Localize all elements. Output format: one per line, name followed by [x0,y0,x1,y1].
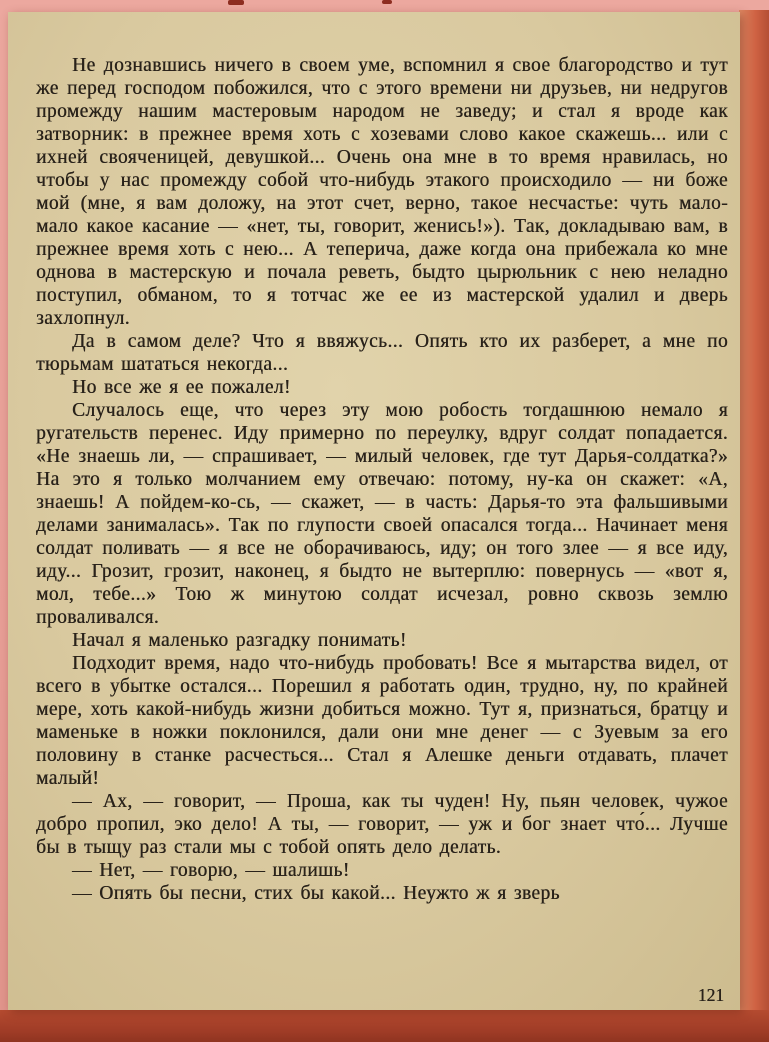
book-page [8,12,740,1010]
edge-mark [382,0,392,4]
page-number: 121 [697,985,724,1005]
paragraph: Начал я маленько разгадку понимать! [72,630,407,651]
paragraph: — Опять бы песни, стих бы какой... Неужто ж я зверь [72,883,560,904]
paragraph: Да в самом деле? Что я ввяжусь... Опять кто их разберет, а мне по тюрьмам шататься некогда... [36,331,728,375]
paragraph: Подходит время, надо что-нибудь пробовать! Все я мытарства видел, от всего в убытке остался... Порешил я работать один, трудно, ну, по крайней мере, хоть какой-нибудь жизни добиться можно. Тут я, признаться, братцу и маменьке в ножки поклонился, дали они мне денег — с Зуевым за его половину в станке расчесться... Стал я Алешке деньги отдавать, плачет малый! [36,653,728,789]
paragraph: Но все же я ее пожалел! [72,377,291,398]
edge-mark [228,0,244,5]
paragraph: Случалось еще, что через эту мою робость тогдашнюю немало я ругательств перенес. Иду примерно по переулку, вдруг солдат попадается. «Не знаешь ли, — спрашивает, — милый человек, где тут Дарья-солдатка?» На это я только молчанием ему отвечаю: потому, ну-ка он скажет: «А, знаешь! А пойдем-ко-сь, — скажет, — в часть: Дарья-то эта фальшивыми делами занималась». Так по глупости своей опасался тогда... Начинает меня солдат поливать — я все не оборачиваюсь, иду; он того злее — я все иду, иду... Грозит, грозит, наконец, я быдто не вытерплю: повернусь — «вот я, мол, тебе...» Тою ж минутою солдат исчезал, ровно сквозь землю проваливался. [36,400,728,628]
paragraph: — Нет, — говорю, — шалишь! [72,860,350,881]
paragraph: Не дознавшись ничего в своем уме, вспомнил я свое благородство и тут же перед господом побожился, что с этого времени ни друзьев, ни недругов промежду нашим мастеровым народом не заведу; и стал я вроде как затворник: в прежнее время хоть с хозевами слово какое скажешь... или с ихней свояченицей, девушкой... Очень она мне в то время нравилась, но чтобы у нас промежду собой что-нибудь этакого происходило — ни боже мой (мне, я вам доложу, на этот счет, верно, такое несчастье: чуть мало-мало какое касание — «нет, ты, говорит, женись!»). Так, докладываю вам, в прежнее время хоть с нею... А теперича, даже когда она прибежала ко мне однова в мастерскую и почала реветь, быдто цырюльник с нею неладно поступил, обманом, то я тотчас же ее из мастерской удалил и дверь захлопнул. [36,55,728,329]
page-text [36,54,728,905]
book-edge-bottom [0,1010,769,1042]
paragraph: — Ах, — говорит, — Проша, как ты чуден! Ну, пьян человек, чужое добро пропил, эко дело! А ты, — говорит, — уж и бог знает что́... Лучше бы в тыщу раз стали мы с тобой опять дело делать. [36,791,728,858]
book-edge-right [739,10,769,1010]
